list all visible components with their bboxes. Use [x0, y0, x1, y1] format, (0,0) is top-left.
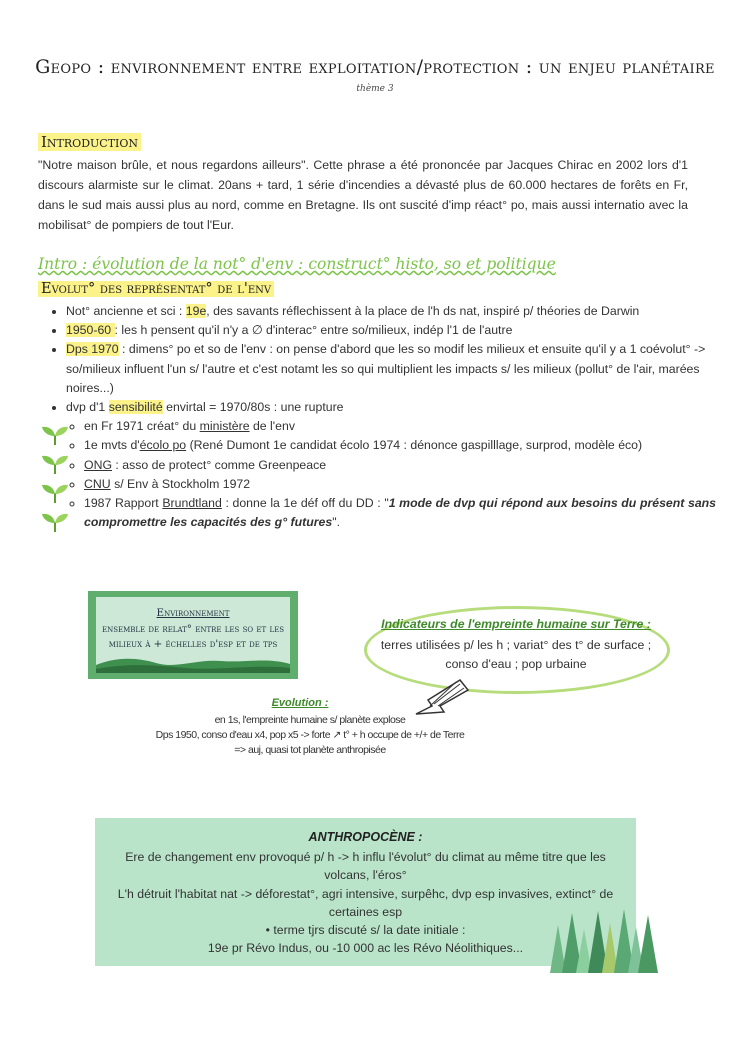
intro-heading: Introduction — [38, 133, 141, 151]
indicators-title: Indicateurs de l'empreinte humaine sur Terre : — [381, 617, 651, 631]
sub-list-item: ◦ 1e mvts d'écolo po (René Dumont 1e candidat écolo 1974 : dénonce gaspilllage, surprod, modèle éco) — [84, 436, 716, 455]
list-item: • 1950-60 : les h pensent qu'il n'y a ∅ d'interac° entre so/milieux, indép l'1 de l'autre — [66, 321, 716, 340]
sub-list-item: ◦ ONG : asso de protect° comme Greenpeace — [84, 456, 716, 475]
sub-list — [66, 417, 716, 532]
anthropocene-text: Ere de changement env provoqué p/ h -> h influ l'évolut° du climat au même titre que les volcans, l'éros° L'h détruit l'habitat nat -> déforestat°, agri intensive, surpêhc, dvp esp invasives, extinct° de certaines esp • terme tjrs discuté s/ la date initiale : 19e pr Révo Indus, ou -10 000 ac les Révo Néolithiques... — [117, 850, 614, 956]
intro-paragraph: "Notre maison brûle, et nous regardons ailleurs". Cette phrase a été prononcée par Jacques Chirac en 2002 lors d'1 discours alarmiste sur le climat. 20ans + tard, 1 série d'incendies a dévasté plus de 60.000 hectares de forêts en Fr, dans le sud mais aussi plus au nord, comme en Bretagne. Ils ont suscité d'imp réact° po, mais aussi internatio avec la mobilisat° de pompiers de tout l'Eur. — [38, 158, 688, 232]
sub-list-item: ◦ 1987 Rapport Brundtland : donne la 1e déf off du DD : "1 mode de dvp qui répond aux besoins du présent sans compromettre les capacités des g° futures". — [84, 494, 716, 532]
sub-list-item: ◦ CNU s/ Env à Stockholm 1972 — [84, 475, 716, 494]
evolution-list — [46, 302, 716, 532]
sub-list-item: ◦ en Fr 1971 créat° du ministère de l'env — [84, 417, 716, 436]
section-heading: Intro : évolution de la not° d'env : construct° histo, so et politique — [38, 255, 556, 273]
list-item: • Dps 1970 : dimens° po et so de l'env : on pense d'abord que les so modif les milieux et ensuite qu'il y a 1 coévolut° -> so/milieux influent l'un s/ l'autre et c'est notamt les so qui multiplient les impacts s/ les milieux (pollut° de l'air, marées noires...) — [66, 340, 716, 398]
environment-definition: Environnement ensemble de relat° entre les so et les milieux à + échelles d'esp et de tps — [101, 607, 285, 650]
page-subtitle: thème 3 — [356, 84, 394, 94]
evolution-text: en 1s, l'empreinte humaine s/ planète explose Dps 1950, conso d'eau x4, pop x5 -> forte ↗ t° + h occupe de +/+ de Terre => auj, quasi tot planète anthropisée — [155, 714, 465, 756]
anthropocene-title: ANTHROPOCÈNE : — [308, 830, 423, 844]
leaf-icon — [40, 510, 70, 534]
evolution-title: Evolution : — [271, 697, 329, 709]
list-item: • Not° ancienne et sci : 19e, des savants réflechissent à la place de l'h ds nat, inspiré p/ théories de Darwin — [66, 302, 716, 321]
evolution-heading: Evolut° des représentat° de l'env — [38, 281, 274, 297]
indicators-text: terres utilisées p/ les h ; variat° des t° de surface ; conso d'eau ; pop urbaine — [380, 638, 652, 671]
leaf-icon — [40, 452, 70, 476]
leaf-icon — [40, 423, 70, 447]
list-item: • dvp d'1 sensibilité envirtal = 1970/80s : une rupture ◦ en Fr 1971 créat° du ministère de l'env ◦ 1e mvts d'écolo po (René Dumont 1e candidat écolo 1974 : dénonce gaspilllage, surprod, modèle éco) ◦ ONG : asso de protect° comme Greenpeace ◦ CNU s/ Env à Stockholm 1972 ◦ 1987 Rapport Brundtland : donne la 1e déf off du DD : "1 mode de dvp qui répond aux besoins du présent sans compromettre les capacités des g° futures". — [66, 398, 716, 532]
forest-icon — [540, 905, 660, 975]
leaf-icon — [40, 481, 70, 505]
hills-illustration — [96, 655, 290, 673]
page-title: Geopo : environnement entre exploitation/protection : un enjeu planétaire — [35, 56, 715, 78]
environment-card — [88, 591, 298, 679]
